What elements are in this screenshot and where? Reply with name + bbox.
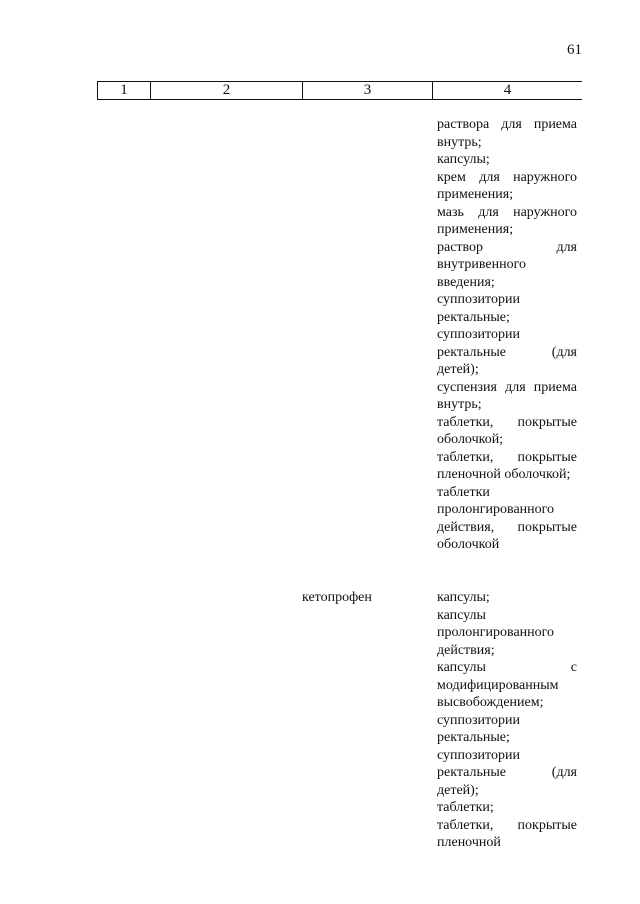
dosage-form: капсулы; xyxy=(437,152,490,167)
dosage-form: таблетки, покрытые оболочкой; xyxy=(437,414,577,447)
dosage-form: таблетки, покрытые пленочной xyxy=(437,817,577,850)
dosage-form: капсулы пролонгированного действия; xyxy=(437,607,555,658)
dosage-form: таблетки, покрытые пленочной оболочкой; xyxy=(437,449,577,482)
header-col-2: 2 xyxy=(150,82,302,99)
header-col-3: 3 xyxy=(302,82,432,99)
dosage-form: суспензия для приема внутрь; xyxy=(437,379,577,412)
dosage-form: мазь для наружного применения; xyxy=(437,204,577,237)
dosage-form: раствор для внутривенного введения; xyxy=(437,239,577,290)
header-col-1: 1 xyxy=(97,82,150,99)
dosage-form: капсулы; xyxy=(437,590,490,605)
dosage-form: суппозитории ректальные; xyxy=(437,292,520,325)
dosage-form: крем для наружного применения; xyxy=(437,169,577,202)
page-number: 61 xyxy=(567,42,582,58)
dosage-form: таблетки пролонгированного действия, покрытые оболочкой xyxy=(437,484,577,552)
dosage-forms-list xyxy=(437,116,577,554)
drug-name: кетопрофен xyxy=(302,590,372,605)
table-header xyxy=(97,81,582,100)
dosage-form: суппозитории ректальные; xyxy=(437,712,520,745)
dosage-form: таблетки; xyxy=(437,800,494,815)
dosage-form: суппозитории ректальные (для детей); xyxy=(437,327,577,377)
dosage-form: суппозитории ректальные (для детей); xyxy=(437,747,577,798)
dosage-form: капсулы с модифицированным высвобождением; xyxy=(437,660,577,710)
dosage-form: раствора для приема внутрь; xyxy=(437,117,577,150)
header-col-4: 4 xyxy=(432,82,582,99)
dosage-forms-list xyxy=(437,589,577,852)
